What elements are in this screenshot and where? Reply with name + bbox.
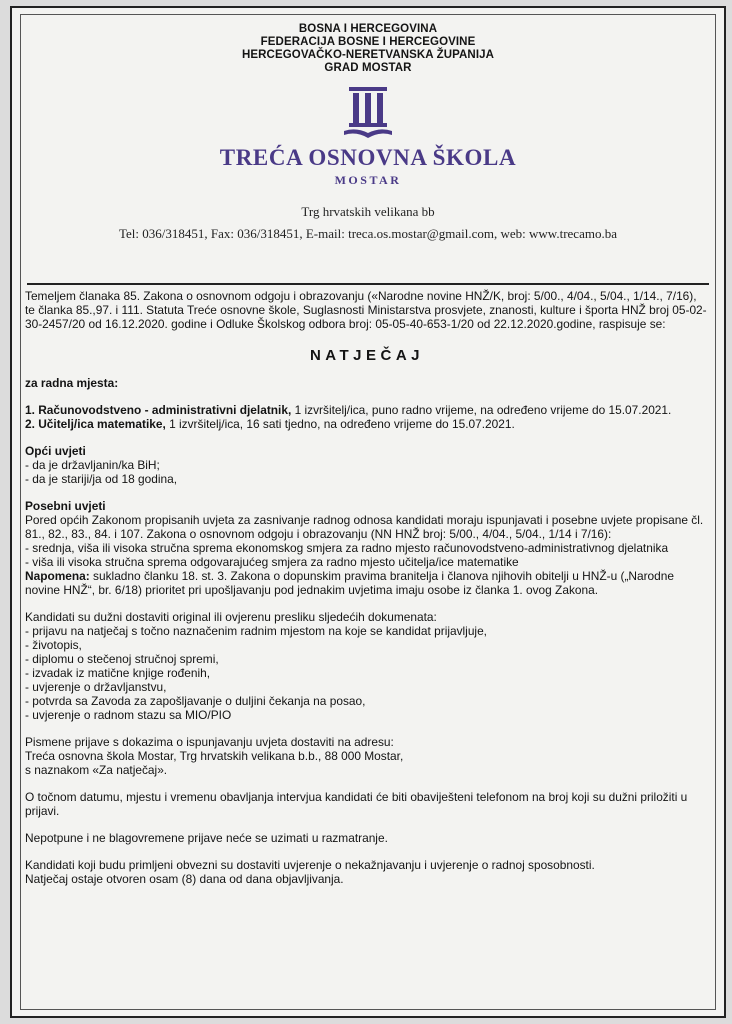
school-name: TREĆA OSNOVNA ŠKOLA xyxy=(219,145,517,170)
position-item: 2. Učitelj/ica matematike, 1 izvršitelj/ica, 16 sati tjedno, na određeno vrijeme do 15.07.2021. xyxy=(25,417,515,431)
document-item: - diplomu o stečenoj stručnoj spremi, xyxy=(25,652,219,666)
school-logo xyxy=(338,85,398,143)
document-item: - prijavu na natječaj s točno naznačenim radnim mjestom na koje se kandidat prijavljuje, xyxy=(25,624,487,638)
federation-line: FEDERACIJA BOSNE I HERCEGOVINE xyxy=(260,36,476,48)
city-line: GRAD MOSTAR xyxy=(324,62,412,74)
document-item: - izvadak iz matične knjige rođenih, xyxy=(25,666,211,680)
general-condition: - da je stariji/ja od 18 godina, xyxy=(25,472,178,486)
special-condition: - viša ili visoka stručna sprema odgovarajućeg smjera za radno mjesto učitelja/ice matematike xyxy=(25,555,519,569)
school-city: MOSTAR xyxy=(334,173,402,187)
incomplete-notice: Nepotpune i ne blagovremene prijave neće se uzimati u razmatranje. xyxy=(25,831,388,845)
closing-line: Natječaj ostaje otvoren osam (8) dana od dana objavljivanja. xyxy=(25,872,344,886)
job-advertisement xyxy=(10,6,726,1018)
county-line: HERCEGOVAČKO-NERETVANSKA ŽUPANIJA xyxy=(241,49,495,61)
advertisement-frame xyxy=(20,14,716,1010)
general-conditions-heading: Opći uvjeti xyxy=(25,444,86,458)
interview-notice: O točnom datumu, mjestu i vremenu obavljanja intervjua kandidati će biti obaviješteni telefonom na broj koji su dužni priložiti u prijavi. xyxy=(25,790,688,818)
advertisement-body xyxy=(25,289,709,886)
note: Napomena: sukladno članku 18. st. 3. Zakona o dopunskim pravima branitelja i članova njihovih obitelji u HNŽ-u („Narodne novine HNŽ“, br. 6/18) prioritet pri upošljavanju pod jednakim uvjetima imaju osobe iz članka 1. ovog Zakona. xyxy=(25,569,675,597)
submission-line: Treća osnovna škola Mostar, Trg hrvatskih velikana b.b., 88 000 Mostar, xyxy=(25,749,404,763)
legal-basis: Temeljem članaka 85. Zakona o osnovnom odgoju i obrazovanju («Narodne novine HNŽ/K, broj: 5/00., 4/04., 5/04., 1/14., 7/16), te članka 85.,97. i 111. Statuta Treće osnovne škole, Suglasnosti Ministarstva prosvjete, znanosti, kulture i športa HNŽ broj 05-02-30-2457/20 od 16.12.2020. godine i Odluke Školskog odbora broj: 05-05-40-653-1/20 od 22.12.2020.godine, raspisuje se: xyxy=(25,289,707,331)
special-conditions-heading: Posebni uvjeti xyxy=(25,499,106,513)
school-address: Trg hrvatskih velikana bb xyxy=(301,204,435,219)
general-condition: - da je državljanin/ka BiH; xyxy=(25,458,160,472)
header-divider xyxy=(27,283,709,285)
special-condition: - srednja, viša ili visoka stručna sprema ekonomskog smjera za radno mjesto računovodstveno-administrativnog djelatnika xyxy=(25,541,669,555)
position-item: 1. Računovodstveno - administrativni djelatnik, 1 izvršitelj/ica, puno radno vrijeme, na određeno vrijeme do 15.07.2021. xyxy=(25,403,672,417)
advertisement-title: NATJEČAJ xyxy=(309,347,425,364)
open-book-icon xyxy=(338,85,398,143)
positions-heading: za radna mjesta: xyxy=(25,376,119,390)
document-item: - životopis, xyxy=(25,638,82,652)
document-item: - uvjerenje o državljanstvu, xyxy=(25,680,167,694)
country-line: BOSNA I HERCEGOVINA xyxy=(298,23,438,35)
documents-intro: Kandidati su dužni dostaviti original ili ovjerenu presliku sljedećih dokumenata: xyxy=(25,610,437,624)
document-item: - uvjerenje o radnom stazu sa MIO/PIO xyxy=(25,708,232,722)
document-item: - potvrda sa Zavoda za zapošljavanje o duljini čekanja na posao, xyxy=(25,694,366,708)
closing-line: Kandidati koji budu primljeni obvezni su dostaviti uvjerenje o nekažnjavanju i uvjerenje o radnoj sposobnosti. xyxy=(25,858,595,872)
school-contact: Tel: 036/318451, Fax: 036/318451, E-mail: treca.os.mostar@gmail.com, web: www.trecamo.ba xyxy=(119,226,617,241)
submission-line: Pismene prijave s dokazima o ispunjavanju uvjeta dostaviti na adresu: xyxy=(25,735,394,749)
submission-line: s naznakom «Za natječaj». xyxy=(25,763,168,777)
special-conditions-text: Pored općih Zakonom propisanih uvjeta za zasnivanje radnog odnosa kandidati moraju ispunjavati i posebne uvjete propisane čl. 81., 82., 83., 84. i 107. Zakona o osnovnom odgoju i obrazovanju (NN HNŽ broj: 5/00., 4/04., 5/04., 1/14 i 7/16): xyxy=(25,513,704,541)
school-header xyxy=(21,23,715,242)
